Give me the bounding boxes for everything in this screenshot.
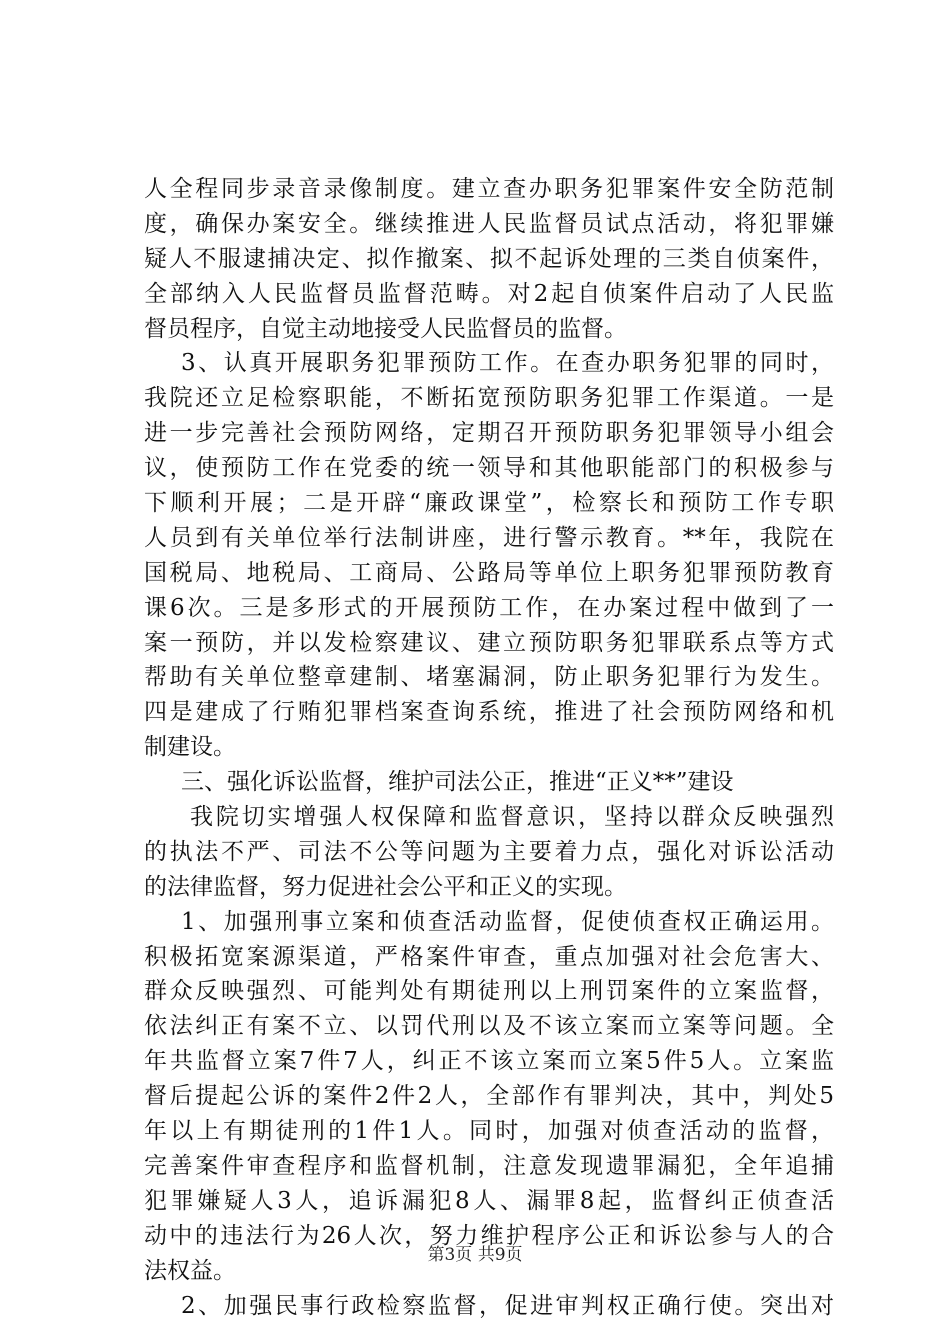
text-line: 进一步完善社会预防网络，定期召开预防职务犯罪领导小组会	[144, 420, 834, 447]
text-line: 1、加强刑事立案和侦查活动监督，促使侦查权正确运用。	[181, 908, 834, 935]
text-line: 年以上有期徒刑的1件1人。同时，加强对侦查活动的监督，	[144, 1118, 834, 1145]
text-line: 动中的违法行为26人次，努力维护程序公正和诉讼参与人的合	[144, 1222, 834, 1249]
text-line: 全部纳入人民监督员监督范畴。对2起自侦案件启动了人民监	[144, 280, 834, 307]
text-line: 积极拓宽案源渠道，严格案件审查，重点加强对社会危害大、	[144, 943, 834, 970]
text-line: 国税局、地税局、工商局、公路局等单位上职务犯罪预防教育	[144, 559, 834, 586]
text-line: 人员到有关单位举行法制讲座，进行警示教育。**年，我院在	[144, 524, 834, 551]
text-line: 疑人不服逮捕决定、拟作撤案、拟不起诉处理的三类自侦案件，	[144, 245, 834, 272]
text-line: 的法律监督，努力促进社会公平和正义的实现。	[144, 873, 627, 900]
text-line: 2、加强民事行政检察监督，促进审判权正确行使。突出对	[181, 1292, 834, 1319]
text-line: 度，确保办案安全。继续推进人民监督员试点活动，将犯罪嫌	[144, 210, 834, 237]
text-line: 3、认真开展职务犯罪预防工作。在查办职务犯罪的同时，	[181, 350, 834, 377]
text-line: 犯罪嫌疑人3人，追诉漏犯8人、漏罪8起，监督纠正侦查活	[144, 1187, 834, 1214]
text-line: 下顺利开展；二是开辟“廉政课堂”，检察长和预防工作专职	[144, 490, 834, 517]
text-line: 三、强化诉讼监督，维护司法公正，推进“正义**”建设	[181, 769, 734, 796]
page-footer: 第3页 共9页	[427, 1245, 523, 1265]
text-line: 帮助有关单位整章建制、堵塞漏洞，防止职务犯罪行为发生。	[144, 664, 834, 691]
text-line: 四是建成了行贿犯罪档案查询系统，推进了社会预防网络和机	[144, 699, 834, 726]
text-line: 课6次。三是多形式的开展预防工作，在办案过程中做到了一	[144, 594, 834, 621]
body-text	[144, 172, 834, 1323]
text-line: 群众反映强烈、可能判处有期徒刑以上刑罚案件的立案监督，	[144, 978, 834, 1005]
text-line: 我院还立足检察职能，不断拓宽预防职务犯罪工作渠道。一是	[144, 385, 834, 412]
text-line: 的执法不严、司法不公等问题为主要着力点，强化对诉讼活动	[144, 838, 834, 865]
text-line: 议，使预防工作在党委的统一领导和其他职能部门的积极参与	[144, 455, 834, 482]
text-line: 督员程序，自觉主动地接受人民监督员的监督。	[144, 315, 627, 342]
text-line: 依法纠正有案不立、以罚代刑以及不该立案而立案等问题。全	[144, 1013, 834, 1040]
text-line: 我院切实增强人权保障和监督意识，坚持以群众反映强烈	[190, 804, 834, 831]
text-line: 法权益。	[144, 1257, 236, 1284]
text-line: 制建设。	[144, 734, 236, 761]
text-line: 年共监督立案7件7人，纠正不该立案而立案5件5人。立案监	[144, 1048, 834, 1075]
text-line: 督后提起公诉的案件2件2人，全部作有罪判决，其中，判处5	[144, 1083, 834, 1110]
text-line: 案一预防，并以发检察建议、建立预防职务犯罪联系点等方式	[144, 629, 834, 656]
text-line: 人全程同步录音录像制度。建立查办职务犯罪案件安全防范制	[144, 176, 834, 202]
text-line: 完善案件审查程序和监督机制，注意发现遗罪漏犯，全年追捕	[144, 1152, 834, 1179]
